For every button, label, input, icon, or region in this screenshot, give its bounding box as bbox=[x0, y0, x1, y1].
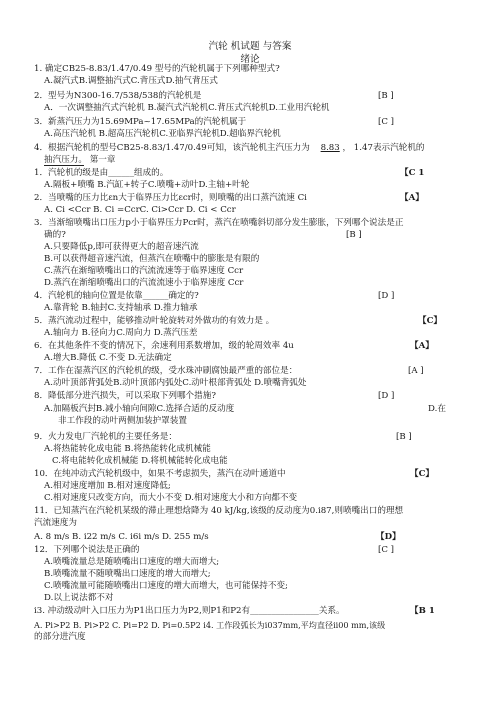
document-title: 汽轮 机试题 与答案 bbox=[208, 41, 292, 52]
question-line: 5．蒸汽流动过程中，能够推动叶轮旋转对外做功的有效力是 。 bbox=[34, 316, 275, 326]
option-line: A.隔板+喷嘴 B.汽缸+转子C.喷嘴+动叶D.主轴+叶轮 bbox=[44, 180, 250, 190]
answer-mark: [D ] bbox=[378, 391, 395, 401]
question-line: 汽流速度为 bbox=[34, 518, 77, 528]
answer-mark: 【C】 bbox=[418, 316, 443, 326]
answer-mark: 【B 1 bbox=[410, 606, 435, 616]
answer-underlined: 8.83 bbox=[320, 143, 340, 153]
question-line: 7．工作在湿蒸汽区的汽轮机的级，受水珠冲刷腐蚀最严重的部位是： bbox=[34, 366, 298, 376]
option-line: D.以上说法都不对 bbox=[44, 593, 114, 603]
option-line: C.蒸汽在渐缩喷嘴出口的汽流流速等于临界速度 Ccr bbox=[44, 266, 244, 276]
option-line: A. Ci <Ccr B. Ci =CcrC. Ci>Ccr D. Ci < Ccr bbox=[44, 205, 236, 215]
option-line: D.蒸汽在渐缩喷嘴出口的汽流流速小于临界速度 Ccr bbox=[44, 278, 244, 288]
answer-line: 抽汽压力。 第一章 bbox=[44, 155, 116, 165]
option-line: A.高压汽轮机 B.超高压汽轮机C.亚临界汽轮机D.超临界汽轮机 bbox=[44, 129, 281, 139]
question-line: 2．当喷嘴的压力比εn大于临界压力比εcr时，则喷嘴的出口蒸汽流速 Ci bbox=[34, 193, 307, 203]
answer-mark: [B ] bbox=[346, 230, 362, 240]
answer-mark: [C ] bbox=[378, 117, 395, 127]
option-line: C.相对速度只改变方向，而大小不变 D.相对速度大小和方向都不变 bbox=[44, 493, 298, 503]
question-line: 6．在其他条件不变的情况下，余速利用系数增加，级的轮周效率 4u bbox=[34, 341, 294, 351]
option-line: A.相对速度增加 B.相对速度降低; bbox=[44, 481, 171, 491]
answer-mark: 【A】 bbox=[400, 193, 424, 203]
question-line: 3．新蒸汽压力为15.69MPa~17.65MPa的汽轮机属于 bbox=[34, 117, 247, 127]
answer-mark: [B ] bbox=[396, 432, 412, 442]
option-line: C.将电能转化成机械能 D.将机械能转化成电能 bbox=[52, 456, 228, 466]
option-line: A.动叶顶部背弧处B.动叶顶部内弧处C.动叶根部背弧处 D.喷嘴背弧处 bbox=[44, 378, 307, 388]
answer-mark: 【C 1 bbox=[400, 168, 425, 178]
option-line: 非工作段的动叶两侧加装护罩装置 bbox=[58, 416, 187, 426]
answer-mark: [D ] bbox=[378, 291, 395, 301]
answer-mark: [C ] bbox=[378, 545, 395, 555]
option-line: A. Pi>P2 B. Pi>P2 C. Pi=P2 D. Pi=0.5P2 i4. 工作段弧长为i037mm,平均直径ii00 mm,该级 bbox=[34, 620, 386, 630]
answer-underline bbox=[44, 165, 84, 166]
answer-mark: 【D】 bbox=[376, 532, 401, 542]
option-line: B.喷嘴流量不随喷嘴出口速度的增大而增大; bbox=[44, 569, 211, 579]
question-line bbox=[34, 143, 425, 154]
option-line: B.可以获得超音速汽流，但蒸汽在喷嘴中的膨胀是有限的 bbox=[44, 254, 260, 264]
question-line: 10．在纯冲动式汽轮机级中，如果不考虑损失，蒸汽在动叶通道中 bbox=[34, 469, 286, 479]
option-line: A.轴向力 B.径向力C.周向力 D.蒸汽压差 bbox=[44, 328, 198, 338]
question-line: i3. 冲动级动叶入口压力为P1出口压力为P2,则P1和P2有________________关系。 bbox=[34, 606, 345, 616]
question-text: 4．根据汽轮机的型号CB25-8.83/1.47/0.49可知，该汽轮机主汽压力为 bbox=[34, 143, 310, 153]
answer-mark: [B ] bbox=[378, 91, 394, 101]
question-line: 11．已知蒸汽在汽轮机某级的滞止理想焓降为 40 kJ/kg,该级的反动度为0.i87,则喷嘴出口的理想 bbox=[34, 506, 404, 516]
option-line: A.喷嘴流量总是随喷嘴出口速度的增大而增大; bbox=[44, 557, 220, 567]
option-line: A.只要降低p,即可获得更大的超音速汽流 bbox=[44, 242, 199, 252]
question-line: 8．降低部分进汽损失，可以采取下列哪个措施? bbox=[34, 391, 216, 401]
question-line: 1. 确定CB25-8.83/1.47/0.49 型号的汽轮机属于下列哪种型式? bbox=[34, 64, 280, 74]
question-line: 12．下列哪个说法是正确的 bbox=[34, 545, 140, 555]
option-line: A. 8 m/s B. i22 m/s C. i6i m/s D. 255 m/s bbox=[34, 532, 209, 542]
question-line: 9．火力发电厂汽轮机的主要任务是： bbox=[34, 432, 177, 442]
question-line: 3．当渐缩喷嘴出口压力p小于临界压力Pcr时，蒸汽在喷嘴斜切部分发生膨胀，下列哪个说法是正 bbox=[34, 218, 404, 228]
option-line: A.靠背轮 B.轴封C.支持轴承 D.推力轴承 bbox=[44, 303, 198, 313]
option-line: A.加隔板汽封B.减小轴向间隙C.选择合适的反动度 bbox=[44, 404, 235, 414]
option-line: A.凝汽式B.调整抽汽式C.背压式D.抽气背压式 bbox=[44, 76, 218, 86]
answer-mark: 【C】 bbox=[410, 469, 435, 479]
option-line: A.将热能转化成电能 B.将热能转化成机械能 bbox=[44, 444, 211, 454]
option-line: D.在 bbox=[428, 404, 446, 414]
section-heading: 绪论 bbox=[240, 54, 260, 65]
question-line: 的部分进汽度 bbox=[34, 632, 86, 642]
question-line: 确的? bbox=[44, 230, 66, 240]
answer-mark: [A ] bbox=[408, 366, 424, 376]
question-line: 1．汽轮机的级是由______组成的。 bbox=[34, 168, 169, 178]
question-line: 2．型号为N300-16.7/538/538的汽轮机是 bbox=[34, 91, 202, 101]
question-line: 4．汽轮机的轴向位置是依靠______确定的? bbox=[34, 291, 199, 301]
answer-mark: 【A】 bbox=[410, 341, 434, 351]
option-line: C.喷嘴流量可能随喷嘴出口速度的增大而增大，也可能保持不变; bbox=[44, 581, 288, 591]
question-text: ， 1.47表示汽轮机的 bbox=[342, 143, 425, 153]
option-line: A．一次调整抽汽式汽轮机 B.凝汽式汽轮机C.背压式汽轮机D.工业用汽轮机 bbox=[44, 103, 330, 113]
option-line: A.增大B.降低 C.不变 D.无法确定 bbox=[44, 353, 172, 363]
